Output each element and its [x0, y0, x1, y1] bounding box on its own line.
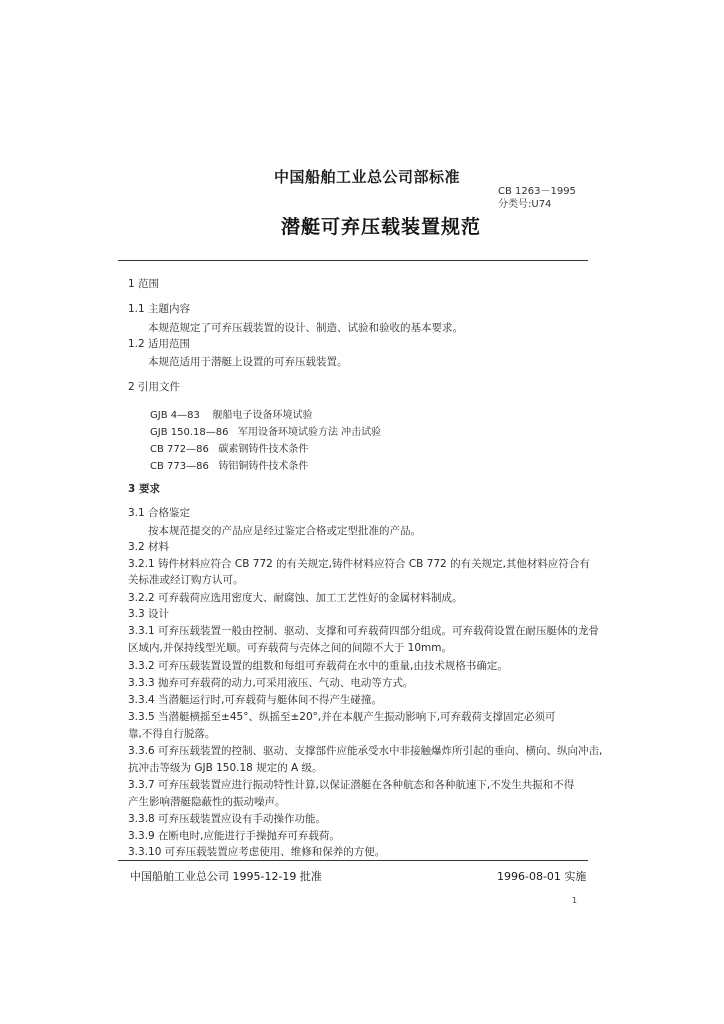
approval-date: 中国船舶工业总公司 1995-12-19 批准: [130, 870, 322, 883]
section-3-1-text: 按本规范提交的产品应是经过鉴定合格或定型批准的产品。: [148, 525, 421, 537]
header-divider: [118, 260, 588, 261]
clause-3-3-10: 3.3.10 可弃压载装置应考虑使用、维修和保养的方便。: [128, 846, 386, 858]
reference-code: GJB 150.18—86: [150, 427, 229, 438]
clause-3-3-7-line2: 产生影响潜艇隐蔽性的振动噪声。: [128, 796, 286, 808]
page-number: 1: [572, 896, 578, 905]
issuing-organization: 中国船舶工业总公司部标准: [274, 168, 461, 186]
section-1-2-text: 本规范适用于潜艇上设置的可弃压载装置。: [148, 356, 348, 368]
clause-3-3-2: 3.3.2 可弃压载装置设置的组数和每组可弃载荷在水中的重量,由技术规格书确定。: [128, 660, 508, 672]
clause-3-3-4: 3.3.4 当潜艇运行时,可弃载荷与艇体间不得产生碰撞。: [128, 694, 382, 706]
reference-item: [150, 423, 381, 438]
footer-divider: [118, 860, 588, 861]
section-1-heading: 1 范围: [128, 278, 160, 290]
document-title: 潜艇可弃压载装置规范: [281, 216, 482, 238]
clause-3-2-1-line1: 3.2.1 铸件材料应符合 CB 772 的有关规定,铸件材料应符合 CB 772 的有关规定,其他材料应符合有: [128, 558, 590, 570]
section-2-heading: 2 引用文件: [128, 381, 181, 393]
section-3-2-heading: 3.2 材料: [128, 541, 170, 553]
clause-3-3-6-line1: 3.3.6 可弃压载装置的控制、驱动、支撑部件应能承受水中非接触爆炸所引起的垂向、横向、纵向冲击,: [128, 745, 603, 757]
section-1-2-heading: 1.2 适用范围: [128, 338, 191, 350]
clause-3-3-5-line2: 靠,不得自行脱落。: [128, 728, 216, 740]
section-1-1-text: 本规范规定了可弃压载装置的设计、制造、试验和验收的基本要求。: [148, 322, 463, 334]
reference-code: CB 773—86: [150, 461, 209, 472]
clause-3-3-8: 3.3.8 可弃压载装置应设有手动操作功能。: [128, 813, 327, 825]
reference-name: 舰船电子设备环境试验: [212, 410, 313, 421]
reference-name: 碳素钢铸件技术条件: [218, 444, 309, 455]
reference-item: [150, 457, 308, 472]
section-3-1-heading: 3.1 合格鉴定: [128, 507, 191, 519]
implementation-date: 1996-08-01 实施: [497, 870, 587, 883]
section-3-3-heading: 3.3 设计: [128, 608, 170, 620]
clause-3-3-1-line2: 区域内,并保持线型光顺。可弃载荷与壳体之间的间隙不大于 10mm。: [128, 642, 452, 654]
clause-3-3-1-line1: 3.3.1 可弃压载装置一般由控制、驱动、支撑和可弃载荷四部分组成。可弃载荷设置在耐压艇体的龙骨: [128, 625, 600, 637]
clause-3-3-5-line1: 3.3.5 当潜艇横摇至±45°、纵摇至±20°,并在本舰产生振动影响下,可弃载荷支撑固定必须可: [128, 711, 556, 723]
classification-number: 分类号:U74: [498, 199, 552, 210]
clause-3-3-7-line1: 3.3.7 可弃压载装置应进行振动特性计算,以保证潜艇在各种航态和各种航速下,不发生共振和不得: [128, 779, 575, 791]
clause-3-3-3: 3.3.3 抛弃可弃载荷的动力,可采用液压、气动、电动等方式。: [128, 677, 414, 689]
reference-name: 铸铝铜铸件技术条件: [218, 461, 309, 472]
clause-3-2-1-line2: 关标准或经订购方认可。: [128, 574, 244, 586]
reference-item: [150, 440, 308, 455]
standard-number: CB 1263－1995: [498, 186, 576, 197]
clause-3-3-6-line2: 抗冲击等级为 GJB 150.18 规定的 A 级。: [128, 762, 323, 774]
section-3-heading: 3 要求: [128, 483, 160, 495]
reference-code: CB 772—86: [150, 444, 209, 455]
clause-3-3-9: 3.3.9 在断电时,应能进行手操抛弃可弃载荷。: [128, 830, 340, 842]
clause-3-2-2: 3.2.2 可弃载荷应选用密度大、耐腐蚀、加工工艺性好的金属材料制成。: [128, 592, 463, 604]
section-1-1-heading: 1.1 主题内容: [128, 303, 191, 315]
reference-name: 军用设备环境试验方法 冲击试验: [238, 427, 382, 438]
reference-code: GJB 4—83: [150, 410, 200, 421]
standard-numbers: [498, 185, 576, 211]
reference-item: [150, 406, 313, 421]
